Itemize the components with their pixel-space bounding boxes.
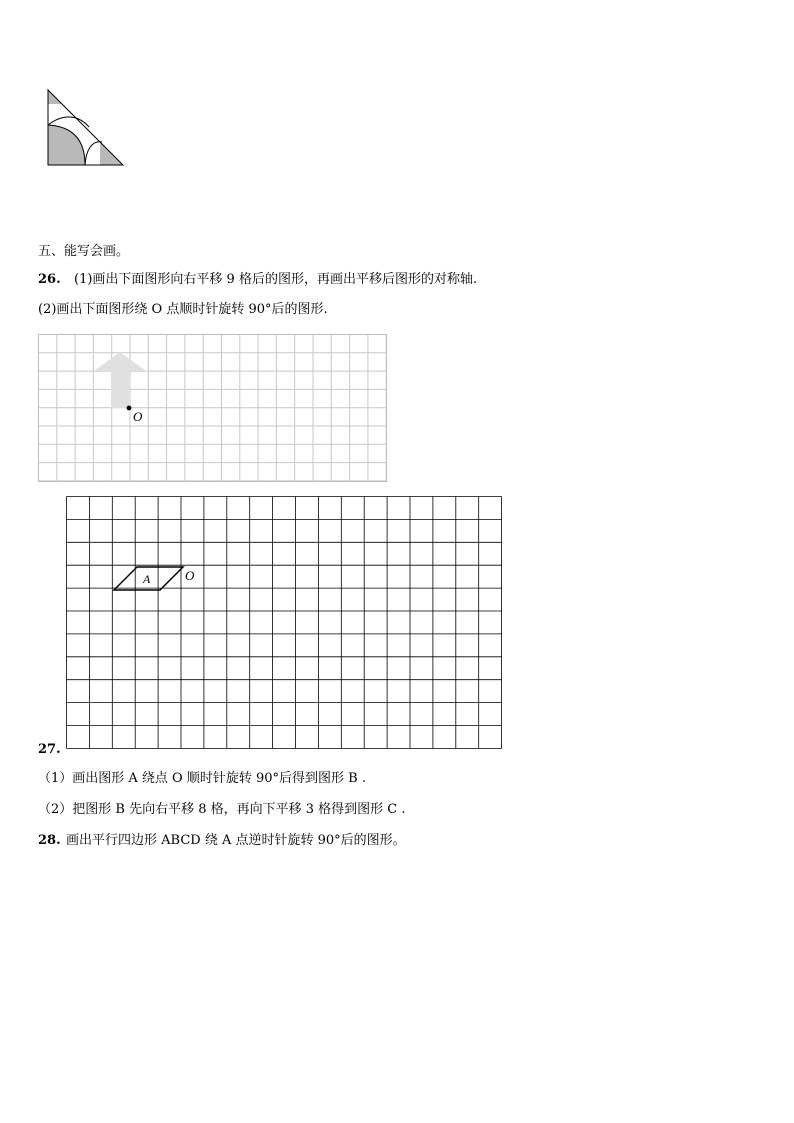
q27-number: 27. (38, 742, 61, 757)
q27-point-label: O (185, 568, 195, 583)
q28-number: 28. (38, 833, 61, 848)
q28-text: 画出平行四边形 ABCD 绕 A 点逆时针旋转 90°后的图形。 (66, 833, 406, 848)
q26-part1: (1)画出下面图形向右平移 9 格后的图形，再画出平移后图形的对称轴. (74, 272, 478, 287)
q26-part2: (2)画出下面图形绕 O 点顺时针旋转 90°后的图形. (38, 302, 328, 317)
q27-shape-label: A (143, 572, 151, 586)
point-o-dot (127, 406, 132, 411)
q26-grid (38, 334, 388, 483)
q27-part2: （2）把图形 B 先向右平移 8 格，再向下平移 3 格得到图形 C . (38, 802, 406, 817)
q26-number: 26. (38, 272, 61, 287)
q27-part1: （1）画出图形 A 绕点 O 顺时针旋转 90°后得到图形 B . (38, 771, 366, 786)
triangle-figure (40, 84, 130, 170)
section-title: 五、能写会画。 (38, 244, 130, 259)
q26-point-label: O (133, 409, 143, 424)
q27-grid (66, 496, 503, 755)
up-arrow-shape (94, 352, 146, 408)
